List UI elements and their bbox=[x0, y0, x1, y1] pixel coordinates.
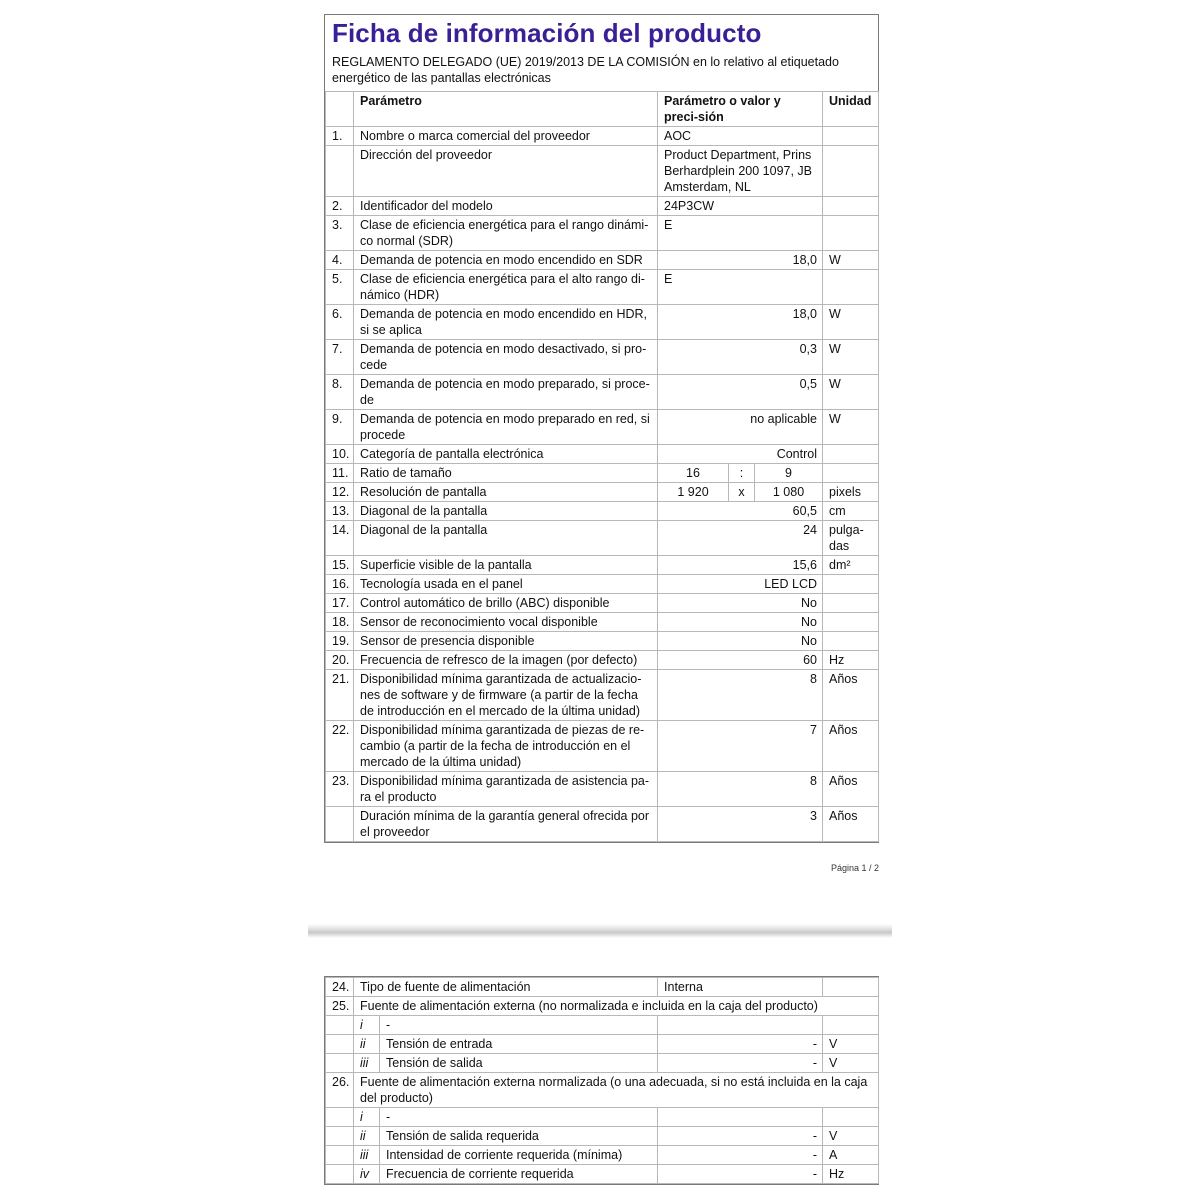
table-subrow bbox=[326, 1054, 879, 1073]
row-unit bbox=[823, 594, 879, 613]
row-value: 8 bbox=[658, 772, 823, 807]
row-value-a: 1 920 bbox=[658, 483, 729, 502]
row-unit: W bbox=[823, 251, 879, 270]
row-value-b: 9 bbox=[755, 464, 823, 483]
table-row bbox=[326, 251, 879, 270]
row-unit: W bbox=[823, 305, 879, 340]
row-parameter: Superficie visible de la pantalla bbox=[354, 556, 658, 575]
row-number-empty bbox=[326, 1146, 354, 1165]
table-subrow bbox=[326, 1016, 879, 1035]
row-unit bbox=[823, 216, 879, 251]
row-parameter: Frecuencia de corriente requerida bbox=[380, 1165, 658, 1184]
header-number bbox=[326, 92, 354, 127]
row-unit bbox=[823, 978, 879, 997]
row-number bbox=[326, 807, 354, 842]
row-number: 15. bbox=[326, 556, 354, 575]
table-row bbox=[326, 197, 879, 216]
table-row-resolution bbox=[326, 483, 879, 502]
row-value: 60 bbox=[658, 651, 823, 670]
row-number bbox=[326, 146, 354, 197]
row-number: 19. bbox=[326, 632, 354, 651]
table-row bbox=[326, 721, 879, 772]
row-unit: pixels bbox=[823, 483, 879, 502]
row-sub-index: iii bbox=[354, 1054, 380, 1073]
row-sub-index: ii bbox=[354, 1127, 380, 1146]
row-unit: cm bbox=[823, 502, 879, 521]
row-number: 16. bbox=[326, 575, 354, 594]
row-value: Interna bbox=[658, 978, 823, 997]
row-sub-index: i bbox=[354, 1016, 380, 1035]
row-unit bbox=[823, 146, 879, 197]
row-sub-index: ii bbox=[354, 1035, 380, 1054]
row-number-empty bbox=[326, 1108, 354, 1127]
row-parameter: Disponibilidad mínima garantizada de piezas de re-cambio (a partir de la fecha de introducción en el mercado de la última unidad) bbox=[354, 721, 658, 772]
table-row bbox=[326, 270, 879, 305]
row-number: 6. bbox=[326, 305, 354, 340]
row-number: 13. bbox=[326, 502, 354, 521]
row-number-empty bbox=[326, 1127, 354, 1146]
row-value-separator: x bbox=[729, 483, 755, 502]
row-value: - bbox=[658, 1146, 823, 1165]
row-sub-index: iv bbox=[354, 1165, 380, 1184]
table-subrow bbox=[326, 1035, 879, 1054]
row-unit: Años bbox=[823, 807, 879, 842]
table-row bbox=[326, 521, 879, 556]
power-supply-table bbox=[325, 977, 879, 1184]
table-row bbox=[326, 772, 879, 807]
row-value: 15,6 bbox=[658, 556, 823, 575]
table-subrow bbox=[326, 1108, 879, 1127]
row-parameter: Fuente de alimentación externa (no normalizada e incluida en la caja del producto) bbox=[354, 997, 879, 1016]
row-parameter: Clase de eficiencia energética para el rango dinámi-co normal (SDR) bbox=[354, 216, 658, 251]
row-number: 18. bbox=[326, 613, 354, 632]
row-number: 4. bbox=[326, 251, 354, 270]
row-value: - bbox=[658, 1054, 823, 1073]
document-title: Ficha de información del producto bbox=[332, 18, 762, 48]
row-number: 23. bbox=[326, 772, 354, 807]
row-value: 7 bbox=[658, 721, 823, 772]
row-parameter: Demanda de potencia en modo desactivado, si pro-cede bbox=[354, 340, 658, 375]
row-number: 11. bbox=[326, 464, 354, 483]
row-value: No bbox=[658, 613, 823, 632]
row-parameter: Categoría de pantalla electrónica bbox=[354, 445, 658, 464]
table-row bbox=[326, 575, 879, 594]
row-value: Control bbox=[658, 445, 823, 464]
row-value: - bbox=[658, 1035, 823, 1054]
row-parameter: Demanda de potencia en modo preparado, si proce-de bbox=[354, 375, 658, 410]
row-value bbox=[658, 1016, 823, 1035]
row-parameter: Control automático de brillo (ABC) disponible bbox=[354, 594, 658, 613]
row-value: E bbox=[658, 216, 823, 251]
table-row bbox=[326, 146, 879, 197]
row-unit: pulga-das bbox=[823, 521, 879, 556]
row-unit bbox=[823, 613, 879, 632]
row-number: 12. bbox=[326, 483, 354, 502]
row-parameter: Tipo de fuente de alimentación bbox=[354, 978, 658, 997]
row-parameter: Tensión de salida requerida bbox=[380, 1127, 658, 1146]
table-subrow bbox=[326, 1127, 879, 1146]
row-parameter: Duración mínima de la garantía general ofrecida por el proveedor bbox=[354, 807, 658, 842]
row-number: 5. bbox=[326, 270, 354, 305]
page-separator bbox=[308, 924, 892, 938]
row-parameter: Clase de eficiencia energética para el alto rango di-námico (HDR) bbox=[354, 270, 658, 305]
row-parameter: Demanda de potencia en modo encendido en SDR bbox=[354, 251, 658, 270]
row-value: - bbox=[658, 1127, 823, 1146]
row-unit: W bbox=[823, 375, 879, 410]
row-number: 22. bbox=[326, 721, 354, 772]
row-value: LED LCD bbox=[658, 575, 823, 594]
row-unit: Hz bbox=[823, 1165, 879, 1184]
row-number-empty bbox=[326, 1016, 354, 1035]
parameters-table bbox=[325, 91, 879, 842]
row-parameter: - bbox=[380, 1016, 658, 1035]
row-parameter: Diagonal de la pantalla bbox=[354, 521, 658, 556]
row-unit: Hz bbox=[823, 651, 879, 670]
row-unit bbox=[823, 632, 879, 651]
row-number: 21. bbox=[326, 670, 354, 721]
row-unit: Años bbox=[823, 772, 879, 807]
row-number: 14. bbox=[326, 521, 354, 556]
row-value: no aplicable bbox=[658, 410, 823, 445]
table-row bbox=[326, 375, 879, 410]
row-parameter: Tensión de entrada bbox=[380, 1035, 658, 1054]
row-parameter: Nombre o marca comercial del proveedor bbox=[354, 127, 658, 146]
row-unit bbox=[823, 127, 879, 146]
table-subrow bbox=[326, 1146, 879, 1165]
table-row bbox=[326, 340, 879, 375]
row-parameter: Tensión de salida bbox=[380, 1054, 658, 1073]
row-unit: Años bbox=[823, 670, 879, 721]
row-value: E bbox=[658, 270, 823, 305]
row-number: 24. bbox=[326, 978, 354, 997]
row-value-a: 16 bbox=[658, 464, 729, 483]
row-parameter: Disponibilidad mínima garantizada de asistencia pa-ra el producto bbox=[354, 772, 658, 807]
row-number-empty bbox=[326, 1035, 354, 1054]
row-value: AOC bbox=[658, 127, 823, 146]
row-unit: V bbox=[823, 1035, 879, 1054]
table-row-aspect-ratio bbox=[326, 464, 879, 483]
row-unit: V bbox=[823, 1054, 879, 1073]
row-unit: V bbox=[823, 1127, 879, 1146]
row-value: 18,0 bbox=[658, 305, 823, 340]
row-parameter: Tecnología usada en el panel bbox=[354, 575, 658, 594]
row-unit: Años bbox=[823, 721, 879, 772]
row-parameter: Sensor de reconocimiento vocal disponible bbox=[354, 613, 658, 632]
row-parameter: Demanda de potencia en modo encendido en HDR, si se aplica bbox=[354, 305, 658, 340]
row-value: Product Department, Prins Berhardplein 200 1097, JB Amsterdam, NL bbox=[658, 146, 823, 197]
row-number: 25. bbox=[326, 997, 354, 1016]
row-value: No bbox=[658, 594, 823, 613]
row-number: 2. bbox=[326, 197, 354, 216]
row-value: No bbox=[658, 632, 823, 651]
row-parameter: Frecuencia de refresco de la imagen (por defecto) bbox=[354, 651, 658, 670]
table-row bbox=[326, 613, 879, 632]
row-value: 60,5 bbox=[658, 502, 823, 521]
product-info-sheet-page-1 bbox=[324, 14, 879, 843]
row-parameter: Resolución de pantalla bbox=[354, 483, 658, 502]
row-parameter: Intensidad de corriente requerida (mínima) bbox=[380, 1146, 658, 1165]
table-row bbox=[326, 978, 879, 997]
row-unit: dm² bbox=[823, 556, 879, 575]
table-row bbox=[326, 127, 879, 146]
row-unit bbox=[823, 575, 879, 594]
row-parameter: Disponibilidad mínima garantizada de actualizacio-nes de software y de firmware (a partir de la fecha de introducción en el mercado de la última unidad) bbox=[354, 670, 658, 721]
table-row bbox=[326, 305, 879, 340]
row-value-separator: : bbox=[729, 464, 755, 483]
row-value: - bbox=[658, 1165, 823, 1184]
row-number: 10. bbox=[326, 445, 354, 464]
row-number: 8. bbox=[326, 375, 354, 410]
row-unit bbox=[823, 464, 879, 483]
document-subtitle: REGLAMENTO DELEGADO (UE) 2019/2013 DE LA COMISIÓN en lo relativo al etiquetado energético de las pantallas electrónicas bbox=[332, 55, 839, 85]
row-number: 20. bbox=[326, 651, 354, 670]
row-number: 26. bbox=[326, 1073, 354, 1108]
table-row bbox=[326, 670, 879, 721]
row-parameter: Identificador del modelo bbox=[354, 197, 658, 216]
row-unit: W bbox=[823, 340, 879, 375]
table-subrow bbox=[326, 1165, 879, 1184]
table-group-row bbox=[326, 1073, 879, 1108]
row-sub-index: i bbox=[354, 1108, 380, 1127]
row-sub-index: iii bbox=[354, 1146, 380, 1165]
row-value: 24 bbox=[658, 521, 823, 556]
table-row bbox=[326, 807, 879, 842]
row-number: 3. bbox=[326, 216, 354, 251]
table-row bbox=[326, 556, 879, 575]
row-unit bbox=[823, 1108, 879, 1127]
row-parameter: Demanda de potencia en modo preparado en red, si procede bbox=[354, 410, 658, 445]
row-value-b: 1 080 bbox=[755, 483, 823, 502]
table-row bbox=[326, 410, 879, 445]
row-number: 7. bbox=[326, 340, 354, 375]
row-parameter: Ratio de tamaño bbox=[354, 464, 658, 483]
product-info-sheet-page-2 bbox=[324, 976, 879, 1185]
page-number: Página 1 / 2 bbox=[830, 863, 879, 873]
header-parameter: Parámetro bbox=[354, 92, 658, 127]
row-unit bbox=[823, 270, 879, 305]
row-unit: W bbox=[823, 410, 879, 445]
table-row bbox=[326, 651, 879, 670]
row-value: 0,5 bbox=[658, 375, 823, 410]
table-header-row bbox=[326, 92, 879, 127]
row-unit bbox=[823, 445, 879, 464]
row-value: 0,3 bbox=[658, 340, 823, 375]
row-parameter: Dirección del proveedor bbox=[354, 146, 658, 197]
row-number-empty bbox=[326, 1054, 354, 1073]
table-row bbox=[326, 594, 879, 613]
row-parameter: Diagonal de la pantalla bbox=[354, 502, 658, 521]
row-value: 3 bbox=[658, 807, 823, 842]
row-unit bbox=[823, 1016, 879, 1035]
row-unit: A bbox=[823, 1146, 879, 1165]
table-row bbox=[326, 445, 879, 464]
header-unit: Unidad bbox=[823, 92, 879, 127]
row-number: 17. bbox=[326, 594, 354, 613]
row-parameter: - bbox=[380, 1108, 658, 1127]
table-group-row bbox=[326, 997, 879, 1016]
row-value: 8 bbox=[658, 670, 823, 721]
row-value: 24P3CW bbox=[658, 197, 823, 216]
table-row bbox=[326, 502, 879, 521]
row-value: 18,0 bbox=[658, 251, 823, 270]
row-number-empty bbox=[326, 1165, 354, 1184]
row-number: 1. bbox=[326, 127, 354, 146]
row-number: 9. bbox=[326, 410, 354, 445]
table-row bbox=[326, 632, 879, 651]
row-parameter: Fuente de alimentación externa normalizada (o una adecuada, si no está incluida en la caja del producto) bbox=[354, 1073, 879, 1108]
row-value bbox=[658, 1108, 823, 1127]
header-value: Parámetro o valor y preci-sión bbox=[658, 92, 823, 127]
row-parameter: Sensor de presencia disponible bbox=[354, 632, 658, 651]
row-unit bbox=[823, 197, 879, 216]
table-row bbox=[326, 216, 879, 251]
